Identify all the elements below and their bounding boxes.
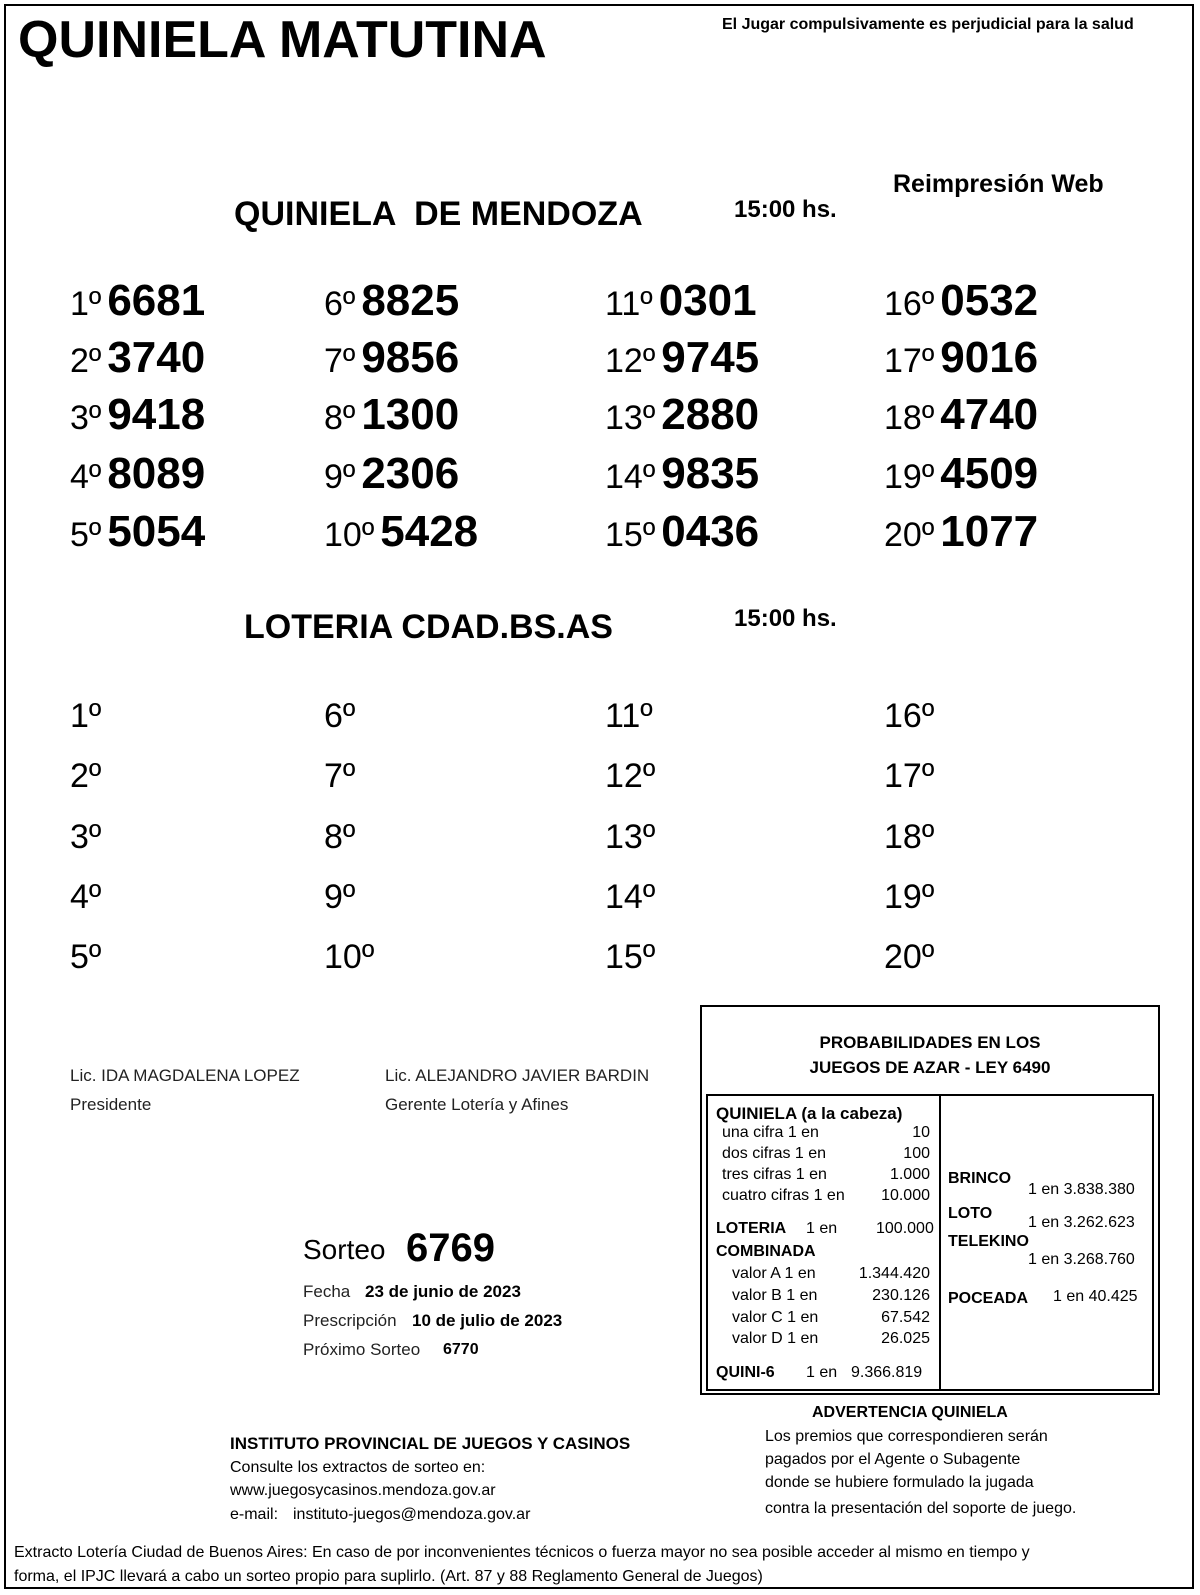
result-number: 5054 <box>107 507 206 556</box>
result-position: 20º <box>884 516 935 554</box>
result-position: 16º <box>884 285 935 323</box>
result-number: 1077 <box>940 507 1039 556</box>
result-number: 6681 <box>107 276 206 325</box>
probabilities-box <box>700 1005 1160 1395</box>
loteria-position: 19º <box>884 878 935 916</box>
mendoza-result <box>324 390 459 440</box>
mendoza-result <box>605 276 757 326</box>
result-number: 9745 <box>661 333 760 382</box>
quiniela-prob-label: una cifra 1 en <box>722 1124 819 1141</box>
institute-name: INSTITUTO PROVINCIAL DE JUEGOS Y CASINOS <box>230 1434 631 1453</box>
result-position: 18º <box>884 399 935 437</box>
result-number: 8089 <box>107 449 206 498</box>
loto-value: 1 en 3.262.623 <box>1028 1214 1135 1231</box>
loteria-position: 15º <box>605 938 656 976</box>
quiniela-prob-title: QUINIELA (a la cabeza) <box>716 1104 903 1123</box>
loteria-position: 8º <box>324 818 356 856</box>
mendoza-result <box>884 390 1038 440</box>
result-position: 1º <box>70 285 102 323</box>
mendoza-result <box>605 390 759 440</box>
loteria-position: 10º <box>324 938 375 976</box>
page-title: QUINIELA MATUTINA <box>18 11 547 69</box>
loteria-prob-odds: 1 en <box>806 1220 838 1237</box>
mendoza-result <box>70 449 205 499</box>
mendoza-result <box>605 449 759 499</box>
loteria-position: 17º <box>884 757 935 795</box>
loteria-position: 11º <box>605 697 653 735</box>
column-divider <box>939 1096 941 1389</box>
quiniela-prob-label: tres cifras 1 en <box>722 1166 827 1183</box>
advertencia-line: contra la presentación del soporte de juego. <box>765 1500 1077 1517</box>
loteria-position: 16º <box>884 697 935 735</box>
probabilities-table <box>706 1094 1154 1391</box>
mendoza-result <box>70 333 205 383</box>
brinco-value: 1 en 3.838.380 <box>1028 1181 1135 1198</box>
result-number: 3740 <box>107 333 206 382</box>
mendoza-result <box>324 507 478 557</box>
advertencia-title: ADVERTENCIA QUINIELA <box>812 1404 1008 1421</box>
signature-left-role: Presidente <box>70 1095 152 1114</box>
result-position: 6º <box>324 285 356 323</box>
mendoza-result <box>605 507 759 557</box>
combinada-title: COMBINADA <box>716 1243 816 1260</box>
fecha-label: Fecha <box>303 1282 351 1301</box>
quiniela-prob-label: dos cifras 1 en <box>722 1145 827 1162</box>
signature-right-role: Gerente Lotería y Afines <box>385 1095 569 1114</box>
result-position: 12º <box>605 342 656 380</box>
brinco-label: BRINCO <box>948 1170 1012 1187</box>
mendoza-result <box>70 276 205 326</box>
loteria-position: 14º <box>605 878 656 916</box>
loteria-hour: 15:00 hs. <box>734 605 837 632</box>
loteria-position: 3º <box>70 818 102 856</box>
poceada-label: POCEADA <box>948 1290 1029 1307</box>
mendoza-hour: 15:00 hs. <box>734 196 837 223</box>
result-number: 4509 <box>940 449 1039 498</box>
result-number: 4740 <box>940 390 1039 439</box>
quini6-odds: 1 en <box>806 1364 838 1381</box>
result-number: 8825 <box>361 276 460 325</box>
prescripcion-label: Prescripción <box>303 1311 397 1330</box>
advertencia-line: donde se hubiere formulado la jugada <box>765 1474 1034 1491</box>
quiniela-prob-value: 10.000 <box>881 1187 930 1204</box>
mendoza-result <box>70 507 205 557</box>
result-number: 9856 <box>361 333 460 382</box>
result-number: 0301 <box>658 276 757 325</box>
institute-consult: Consulte los extractos de sorteo en: <box>230 1459 486 1476</box>
mendoza-result <box>70 390 205 440</box>
advertencia-line: pagados por el Agente o Subagente <box>765 1451 1021 1468</box>
footer-line-2: forma, el IPJC llevará a cabo un sorteo propio para suplirlo. (Art. 87 y 88 Reglamento General de Juegos) <box>14 1568 763 1585</box>
mendoza-result <box>884 333 1038 383</box>
mendoza-result <box>324 333 459 383</box>
result-position: 4º <box>70 458 102 496</box>
probabilities-title-1: PROBABILIDADES EN LOS <box>819 1033 1041 1052</box>
loteria-position: 12º <box>605 757 656 795</box>
result-position: 10º <box>324 516 375 554</box>
result-number: 0436 <box>661 507 760 556</box>
signature-left-name: Lic. IDA MAGDALENA LOPEZ <box>70 1066 300 1085</box>
result-number: 2306 <box>361 449 460 498</box>
loteria-prob-value: 100.000 <box>876 1220 934 1237</box>
combinada-prob-label: valor C 1 en <box>732 1309 819 1326</box>
mendoza-result <box>324 449 459 499</box>
result-position: 14º <box>605 458 656 496</box>
result-position: 8º <box>324 399 356 437</box>
result-number: 1300 <box>361 390 460 439</box>
quiniela-prob-value: 100 <box>903 1145 930 1162</box>
result-number: 9016 <box>940 333 1039 382</box>
footer-line-1: Extracto Lotería Ciudad de Buenos Aires: En caso de por inconvenientes técnicos o fuerza mayor no sea posible acceder al mismo en tiempo y <box>14 1544 1030 1561</box>
result-number: 9835 <box>661 449 760 498</box>
result-number: 9418 <box>107 390 206 439</box>
quini6-value: 9.366.819 <box>851 1364 923 1381</box>
signature-right-name: Lic. ALEJANDRO JAVIER BARDIN <box>385 1066 650 1085</box>
result-number: 5428 <box>380 507 479 556</box>
fecha-value: 23 de junio de 2023 <box>365 1282 521 1301</box>
sorteo-label: Sorteo <box>303 1234 386 1265</box>
mendoza-title: QUINIELA DE MENDOZA <box>234 195 643 233</box>
loteria-position: 5º <box>70 938 102 976</box>
result-number: 2880 <box>661 390 760 439</box>
quiniela-prob-value: 1.000 <box>889 1166 930 1183</box>
result-position: 17º <box>884 342 935 380</box>
combinada-prob-value: 67.542 <box>881 1309 930 1326</box>
prescripcion-value: 10 de julio de 2023 <box>412 1311 563 1330</box>
combinada-prob-value: 230.126 <box>872 1287 930 1304</box>
poceada-value: 1 en 40.425 <box>1053 1288 1138 1305</box>
institute-email-label: e-mail: <box>230 1506 279 1523</box>
combinada-prob-label: valor B 1 en <box>732 1287 818 1304</box>
mendoza-result <box>884 507 1038 557</box>
loteria-position: 1º <box>70 697 102 735</box>
result-number: 0532 <box>940 276 1039 325</box>
loteria-position: 13º <box>605 818 656 856</box>
loteria-position: 18º <box>884 818 935 856</box>
reprint-label: Reimpresión Web <box>893 170 1104 198</box>
proximo-value: 6770 <box>443 1341 479 1358</box>
result-position: 19º <box>884 458 935 496</box>
telekino-value: 1 en 3.268.760 <box>1028 1251 1135 1268</box>
result-position: 11º <box>605 285 653 323</box>
loteria-position: 9º <box>324 878 356 916</box>
institute-email[interactable]: instituto-juegos@mendoza.gov.ar <box>293 1506 531 1523</box>
loteria-position: 4º <box>70 878 102 916</box>
result-position: 9º <box>324 458 356 496</box>
loteria-prob-label: LOTERIA <box>716 1220 787 1237</box>
loteria-position: 2º <box>70 757 102 795</box>
quini6-label: QUINI-6 <box>716 1364 775 1381</box>
quiniela-prob-value: 10 <box>912 1124 930 1141</box>
result-position: 7º <box>324 342 356 380</box>
loteria-position: 6º <box>324 697 356 735</box>
quiniela-prob-label: cuatro cifras 1 en <box>722 1187 845 1204</box>
result-position: 13º <box>605 399 656 437</box>
proximo-label: Próximo Sorteo <box>303 1340 421 1359</box>
loto-label: LOTO <box>948 1205 993 1222</box>
loteria-position: 20º <box>884 938 935 976</box>
loteria-title: LOTERIA CDAD.BS.AS <box>244 608 613 646</box>
institute-website[interactable]: www.juegosycasinos.mendoza.gov.ar <box>230 1482 496 1499</box>
advertencia-line: Los premios que correspondieren serán <box>765 1428 1048 1445</box>
mendoza-result <box>884 449 1038 499</box>
combinada-prob-label: valor A 1 en <box>732 1265 816 1282</box>
result-position: 15º <box>605 516 656 554</box>
combinada-prob-label: valor D 1 en <box>732 1330 819 1347</box>
sorteo-number: 6769 <box>406 1226 495 1270</box>
result-position: 3º <box>70 399 102 437</box>
mendoza-result <box>605 333 759 383</box>
telekino-label: TELEKINO <box>948 1233 1029 1250</box>
combinada-prob-value: 1.344.420 <box>858 1265 930 1282</box>
mendoza-result <box>884 276 1038 326</box>
gambling-warning: El Jugar compulsivamente es perjudicial para la salud <box>722 16 1134 33</box>
loteria-position: 7º <box>324 757 356 795</box>
probabilities-header <box>702 1007 1158 1088</box>
combinada-prob-value: 26.025 <box>881 1330 930 1347</box>
mendoza-result <box>324 276 459 326</box>
result-position: 2º <box>70 342 102 380</box>
probabilities-title-2: JUEGOS DE AZAR - LEY 6490 <box>809 1058 1051 1077</box>
result-position: 5º <box>70 516 102 554</box>
